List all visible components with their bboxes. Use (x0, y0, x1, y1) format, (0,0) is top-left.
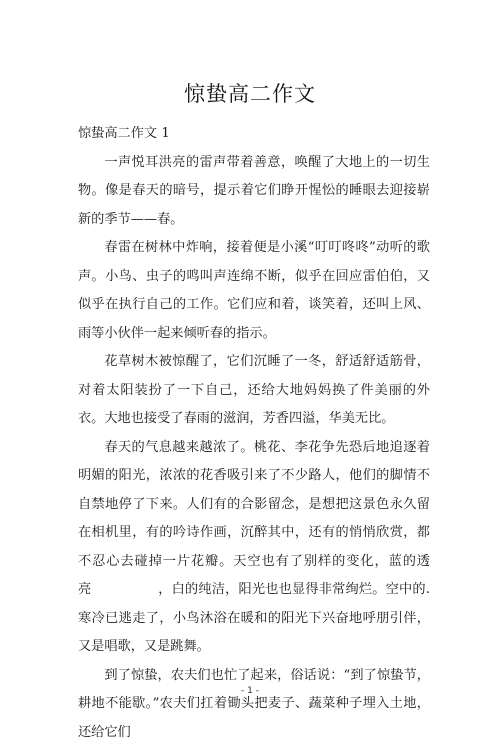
paragraph-1: 一声悦耳洪亮的雷声带着善意，唤醒了大地上的一切生物。像是春天的暗号，提示着它们睁开惺忪的睡眼去迎接崭新的季节——春。 (78, 149, 430, 235)
document-body (78, 120, 430, 747)
paragraph-3: 花草树木被惊醒了，它们沉睡了一冬，舒适舒适筋骨，对着太阳装扮了一下自己，还给大地妈妈换了件美丽的外衣。大地也接受了春雨的滋润，芳香四溢，华美无比。 (78, 348, 430, 434)
section-subtitle: 惊蛰高二作文 1 (78, 120, 430, 149)
paragraph-5: 到了惊蛰，农夫们也忙了起来，俗话说：“到了惊蛰节，耕地不能歇。”农夫们扛着锄头把麦子、蔬菜种子埋入土地，还给它们 (78, 662, 430, 747)
paragraph-4: 春天的气息越来越浓了。桃花、李花争先恐后地追逐着明媚的阳光，浓浓的花香吸引来了不少路人，他们的脚情不自禁地停了下来。人们有的合影留念，是想把这景色永久留在相机里，有的吟诗作画，沉醉其中，还有的悄悄欣赏，都不忍心去碰掉一片花瓣。天空也有了别样的变化，蓝的透亮 ，白的纯洁，阳光也也显得非常绚烂。空中的.寒冷已逃走了，小鸟沐浴在暖和的阳光下兴奋地呼朋引伴，又是唱歌，又是跳舞。 (78, 434, 430, 662)
page-number: - 1 - (0, 686, 500, 696)
document-title: 惊蛰高二作文 (0, 78, 500, 108)
paragraph-2: 春雷在树林中炸响，接着便是小溪“叮叮咚咚”动听的歌声。小鸟、虫子的鸣叫声连绵不断，似乎在回应雷伯伯，又似乎在执行自己的工作。它们应和着，谈笑着，还叫上风、雨等小伙伴一起来倾听春的指示。 (78, 234, 430, 348)
